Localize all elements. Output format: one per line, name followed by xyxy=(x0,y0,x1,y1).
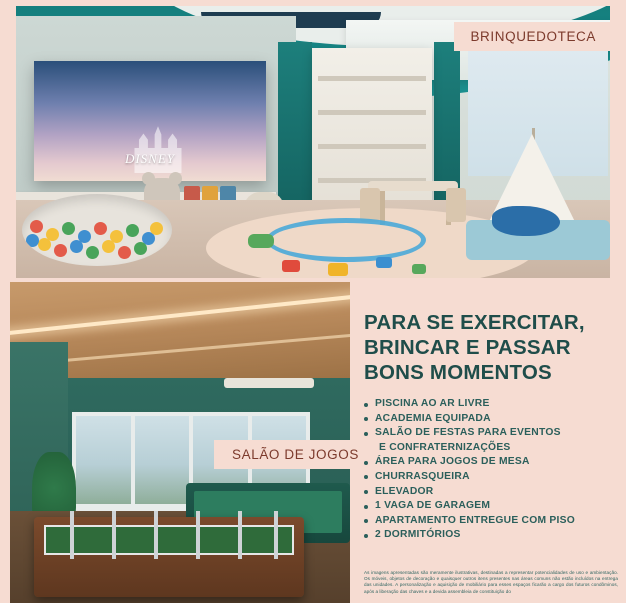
ball xyxy=(134,242,147,255)
kids-chair xyxy=(360,188,380,222)
headline-line-3: BONS MOMENTOS xyxy=(364,361,552,384)
window-pane xyxy=(135,416,190,504)
list-item xyxy=(364,470,614,485)
projection-screen xyxy=(34,61,266,181)
list-item-label: APARTAMENTO ENTREGUE COM PISO xyxy=(375,514,576,526)
toy-car xyxy=(376,257,392,268)
legal-disclaimer: As imagens apresentadas são meramente ilustrativas, destinadas a representar potencialidades de uso e ambientação. Os móveis, objetos de decoração e quaisquer outros itens presentes nas áreas comuns não estão incluídos na entrega das unidades. A personalização e aquisição de mobiliário para esses espaços ficarão a cargo dos futuros condôminos, após a liberação das chaves e a devida assembleia de constituição do xyxy=(364,570,618,594)
list-item-label: ACADEMIA EQUIPADA xyxy=(375,412,491,424)
kids-table xyxy=(368,181,458,191)
list-item xyxy=(364,412,614,427)
ball xyxy=(70,240,83,253)
list-item-label: PISCINA AO AR LIVRE xyxy=(375,398,490,409)
shelf-bar xyxy=(318,76,426,81)
toy-dinosaur xyxy=(248,234,274,248)
window-pane xyxy=(76,416,131,504)
foosball-rod xyxy=(154,511,158,559)
foosball-rod xyxy=(274,511,278,559)
features-column xyxy=(364,310,614,543)
ball-pit xyxy=(22,194,172,266)
label-salao-de-jogos: SALÃO DE JOGOS xyxy=(214,440,375,469)
toy-train-track xyxy=(266,218,426,262)
ball xyxy=(118,246,131,259)
list-item-label: ÁREA PARA JOGOS DE MESA xyxy=(375,456,530,468)
headline-line-2: BRINCAR E PASSAR xyxy=(364,336,571,359)
ball xyxy=(86,246,99,259)
list-item xyxy=(364,397,614,412)
pendant-light xyxy=(224,378,314,388)
list-item-label: SALÃO DE FESTAS PARA EVENTOS xyxy=(375,427,561,439)
headline-line-1: PARA SE EXERCITAR, xyxy=(364,311,585,334)
list-item xyxy=(364,426,614,455)
ball xyxy=(62,222,75,235)
screen-brand-label: DISNEY xyxy=(124,151,176,166)
foosball-rod xyxy=(238,511,242,559)
list-item-label: 2 DORMITÓRIOS xyxy=(375,529,461,541)
list-item xyxy=(364,514,614,529)
shark-plush xyxy=(492,206,560,236)
foosball-rod xyxy=(70,511,74,559)
ball xyxy=(54,244,67,257)
toy-car xyxy=(412,264,426,274)
ball xyxy=(126,224,139,237)
ball xyxy=(102,240,115,253)
headline xyxy=(364,310,614,385)
foosball-field xyxy=(44,525,294,555)
foosball-rod xyxy=(196,511,200,559)
toy-car xyxy=(328,263,348,276)
list-item-label: 1 VAGA DE GARAGEM xyxy=(375,500,491,512)
ball xyxy=(30,220,43,233)
ball xyxy=(94,222,107,235)
list-item-label: CHURRASQUEIRA xyxy=(375,470,470,482)
list-item xyxy=(364,499,614,514)
ball xyxy=(26,234,39,247)
list-item-label-cont: E CONFRATERNIZAÇÕES xyxy=(379,441,511,453)
list-item xyxy=(364,485,614,500)
ball xyxy=(38,238,51,251)
foosball-rod xyxy=(112,511,116,559)
label-brinquedoteca: BRINQUEDOTECA xyxy=(454,22,610,51)
amenities-list xyxy=(364,397,614,543)
list-item xyxy=(364,528,614,543)
list-item-label: ELEVADOR xyxy=(375,485,434,497)
toy-car xyxy=(282,260,300,272)
shelf-bar xyxy=(318,110,426,115)
foosball-table xyxy=(34,517,304,597)
shelf-bar xyxy=(318,144,426,149)
kids-chair xyxy=(446,188,466,222)
green-wall-panel-left xyxy=(278,42,312,222)
list-item xyxy=(364,455,614,470)
ball xyxy=(150,222,163,235)
